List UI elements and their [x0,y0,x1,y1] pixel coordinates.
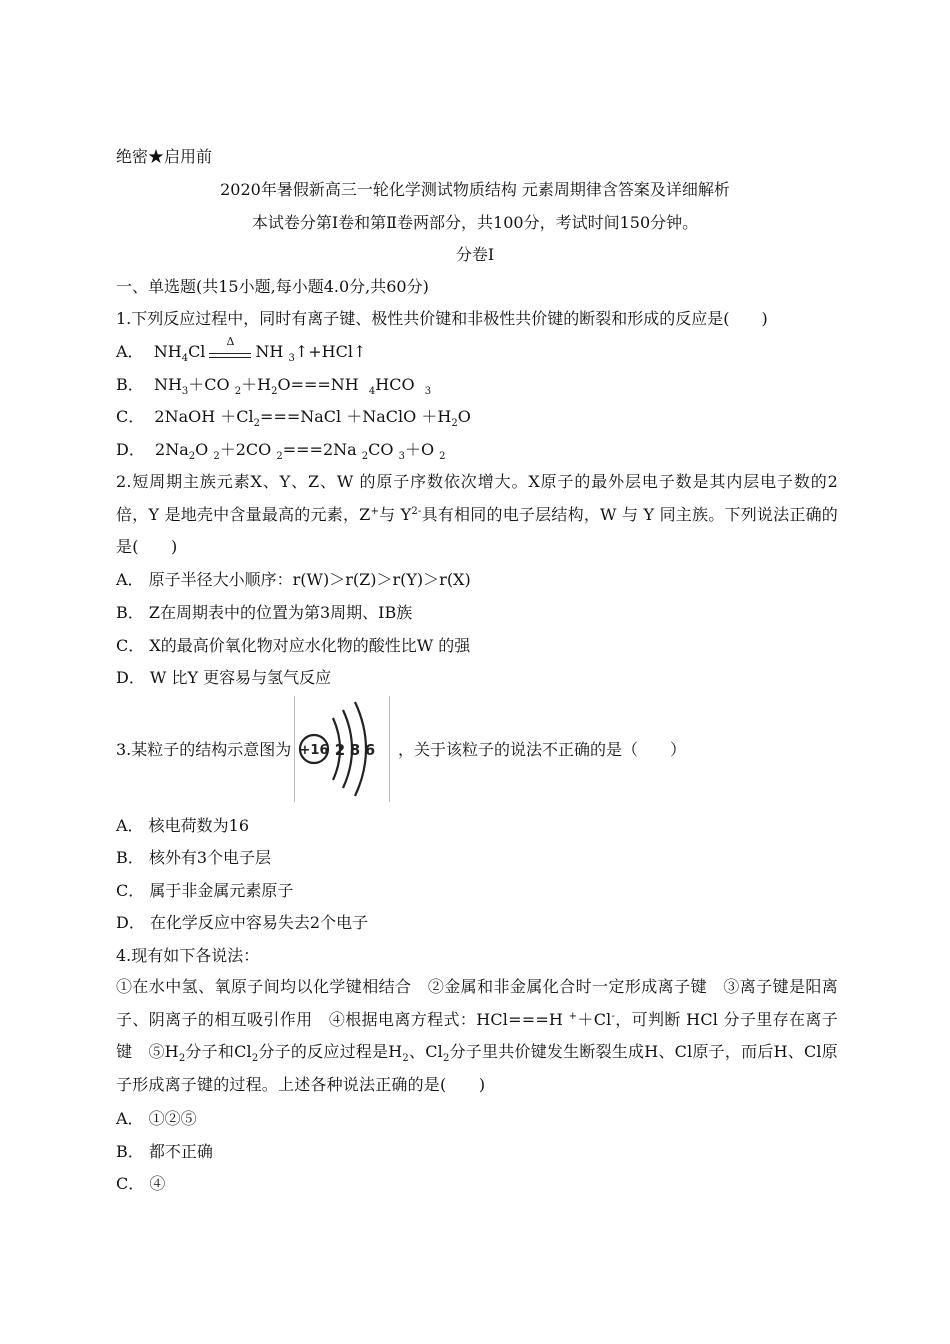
q3-option-a: A． 核电荷数为16 [116,816,250,835]
q4-stem: 4.现有如下各说法： [116,946,260,965]
q3-stem-end: ，关于该粒子的说法不正确的是（ ） [398,740,687,759]
q4-option-a: A． ①②⑤ [116,1109,197,1128]
q1-option-d: D． $2Na_2O$ $_2$＋2CO $_2$===2Na $_2$CO $_3$＋O $_2$ [116,440,446,462]
q1-stem: 1.下列反应过程中，同时有离子键、极性共价键和非极性共价键的断裂和形成的反应是( ) [116,309,768,328]
shell-3-electrons: 6 [364,741,376,759]
q3-option-d: D． 在化学反应中容易失去2个电子 [116,913,369,932]
q2-option-a: A． 原子半径大小顺序：r(W)＞r(Z)＞r(Y)＞r(X) [116,570,471,589]
q2-option-c: C． X的最高价氧化物对应水化物的酸性比W 的强 [116,636,471,655]
section-heading: 一、单选题(共15小题,每小题4.0分,共60分) [116,277,429,296]
shell-2-electrons: 8 [349,741,361,759]
q2-stem: 2.短周期主族元素X、Y、Z、W 的原子序数依次增大。X原子的最外层电子数是其内层电子数的2倍，Y 是地壳中含量最高的元素，Z+与 $Y^{2-}$具有相同的电子层结构，W 与 Y 同主族。下列说法正确的是( ) [116,472,839,556]
exam-info: 本试卷分第Ⅰ卷和第Ⅱ卷两部分，共100分，考试时间150分钟。 [251,213,699,232]
q4-option-c: C． ④ [116,1174,166,1193]
q2-option-b: B． Z在周期表中的位置为第3周期、ⅠB族 [116,603,413,622]
part-label: 分卷I [455,245,495,264]
atom-diagram-icon [295,696,389,802]
q1-option-b: B． $NH_3+CO$ $_2+H_2O===NH$ $_4$HCO $_3$ [116,375,432,397]
shell-1-electrons: 2 [334,741,346,759]
q1-option-a: A． $NH_4Cl$ Δ NH $_3$↑+HCl↑ [116,335,367,364]
atom-structure-diagram [294,696,390,802]
q4-option-b: B． 都不正确 [116,1142,213,1161]
q4-statements: ①在水中氢、氧原子间均以化学键相结合 ②金属和非金属化合时一定形成离子键 ③离子键是阳离子、阴离子的相互吸引作用 ④根据电离方程式：HCl===H +＋Cl-，可判断 HCl 分子里存在离子键 $⑤H_2$分子和$Cl_2$分子的反应过程是$H_2$、$Cl_2$分子里共价键发生断裂生成H、Cl原子，而后H、Cl原子形成离子键的过程。上述各种说法正确的是( ) [116,977,838,1094]
exam-title: 2020年暑假新高三一轮化学测试物质结构 元素周期律含答案及详细解析 [220,180,730,199]
q3-option-b: B． 核外有3个电子层 [116,848,272,867]
q3-stem-start: 3.某粒子的结构示意图为 [116,740,292,759]
q3-option-c: C． 属于非金属元素原子 [116,881,294,900]
q2-option-d: D． W 比Y 更容易与氢气反应 [116,668,332,687]
q1-option-c: C． 2NaOH $+Cl_2===NaCl$ ＋NaClO $+H_2O$ [116,407,471,429]
secret-mark: 绝密★启用前 [116,147,213,166]
nucleus-charge: +16 [299,743,329,758]
heat-condition-icon: Δ [205,342,255,360]
